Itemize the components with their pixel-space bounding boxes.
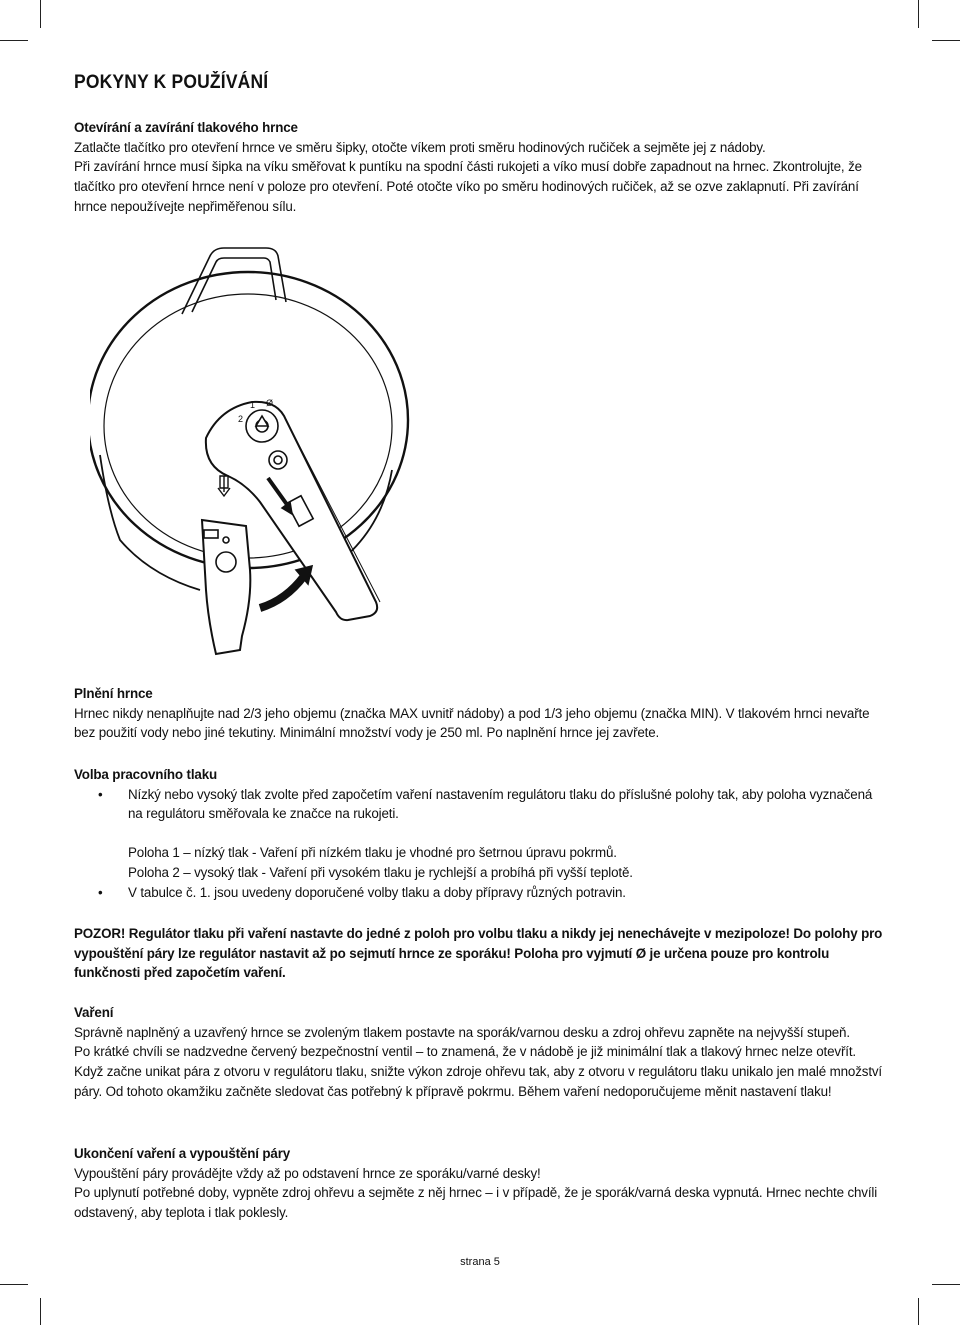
paragraph: Po krátké chvíli se nadzvedne červený bezpečnostní ventil – to znamená, že v nádobě je již minimální tlak a tlakový hrnec nelze otevřít. (74, 1044, 856, 1060)
crop-mark-top-left (40, 0, 41, 28)
dial-label-2: 2 (238, 414, 244, 424)
section-heading: Vaření (74, 1005, 114, 1020)
crop-mark-bottom-left (40, 1298, 41, 1325)
crop-mark-bottom-right-h (932, 1284, 960, 1285)
dial-label-1: 1 (250, 400, 256, 410)
paragraph: Hrnec nikdy nenaplňujte nad 2/3 jeho objemu (značka MAX uvnitř nádoby) a pod 1/3 jeho objemu (značka MIN). V tlakovém hrnci nevařte bez použití vody nebo jiné tekutiny. Minimální množství vody je 250 ml. Po naplnění hrnce jej zavřete. (74, 705, 870, 741)
section-end-of-cooking (74, 1144, 890, 1223)
section-cooking (74, 1003, 890, 1102)
position-1-text: Poloha 1 – nízký tlak - Vaření při nízkém tlaku je vhodné pro šetrnou úpravu pokrmů. (128, 845, 617, 861)
paragraph: Při zavírání hrnce musí šipka na víku směřovat k puntíku na spodní části rukojeti a víko musí dobře zapadnout na hrnec. Zkontrolujte, že tlačítko pro otevření hrnce není v poloze pro otevření. Poté otočte víko po směru hodinových ručiček, až se ozve zaklapnutí. Při zavírání hrnce nepoužívejte nepřiměřenou sílu. (74, 159, 862, 214)
paragraph: Po uplynutí potřebné doby, vypněte zdroj ohřevu a sejměte z něj hrnec – i v případě, že je sporák/varná deska vypnutá. Hrnec nechte chvíli odstavený, aby teplota i tlak poklesly. (74, 1185, 878, 1221)
crop-mark-top-right (918, 0, 919, 28)
list-item (74, 785, 890, 824)
page-number: strana 5 (460, 1256, 500, 1268)
section-opening-closing (74, 118, 890, 217)
paragraph: Zatlačte tlačítko pro otevření hrnce ve směru šipky, otočte víkem proti směru hodinových ručiček a sejměte jej z nádoby. (74, 139, 766, 155)
bullet: • (98, 884, 103, 900)
crop-mark-bottom-left-h (0, 1284, 28, 1285)
bullet-text: Nízký nebo vysoký tlak zvolte před započetím vaření nastavením regulátoru tlaku do příslušné polohy tak, aby poloha vyznačená na regulátoru směřovala ke značce na rukojeti. (128, 786, 873, 822)
paragraph: Vypouštění páry provádějte vždy až po odstavení hrnce ze sporáku/varné desky! (74, 1165, 541, 1181)
paragraph: Když začne unikat pára z otvoru v regulátoru tlaku, snižte výkon zdroje ohřevu tak, aby z otvoru v regulátoru tlaku unikalo jen malé množství páry. Od tohoto okamžiku začněte sledovat čas potřebný k přípravě pokrmu. Během vaření nedoporučujeme měnit nastavení tlaku! (74, 1064, 883, 1099)
crop-mark-top-right-h (932, 40, 960, 41)
position-2-text: Poloha 2 – vysoký tlak - Vaření při vysokém tlaku je rychlejší a probíhá při vyšší teplotě. (128, 864, 633, 880)
pressure-cooker-illustration (90, 240, 450, 670)
pressure-cooker-lid-opening-diagram-icon (90, 240, 450, 670)
section-pressure-selection (74, 765, 890, 902)
warning-block (74, 924, 890, 983)
bullet-text: V tabulce č. 1. jsou uvedeny doporučené volby tlaku a doby přípravy různých potravin. (128, 884, 626, 900)
crop-mark-top-left-h (0, 40, 28, 41)
warning-text: POZOR! Regulátor tlaku při vaření nastavte do jedné z poloh pro volbu tlaku a nikdy jej nenechávejte v mezipoloze! Do polohy pro vypouštění páry lze regulátor nastavit až po sejmutí hrnce ze sporáku! Poloha pro vyjmutí Ø je určena pouze pro kontrolu funkčnosti před započetím vaření. (74, 926, 883, 981)
spacer (74, 824, 890, 843)
crop-mark-bottom-right (918, 1298, 919, 1325)
section-filling (74, 684, 890, 743)
page-title: POKYNY K POUŽÍVÁNÍ (74, 72, 269, 93)
section-heading: Ukončení vaření a vypouštění páry (74, 1146, 291, 1161)
paragraph: Správně naplněný a uzavřený hrnce se zvoleným tlakem postavte na sporák/varnou desku a zdroj ohřevu zapněte na nejvyšší stupeň. (74, 1024, 850, 1040)
section-heading: Volba pracovního tlaku (74, 767, 218, 782)
list-item (74, 883, 890, 903)
bullet: • (98, 786, 103, 802)
section-heading: Plnění hrnce (74, 686, 153, 701)
dial-label-zero: Ø (266, 398, 274, 408)
section-heading: Otevírání a zavírání tlakového hrnce (74, 120, 298, 135)
